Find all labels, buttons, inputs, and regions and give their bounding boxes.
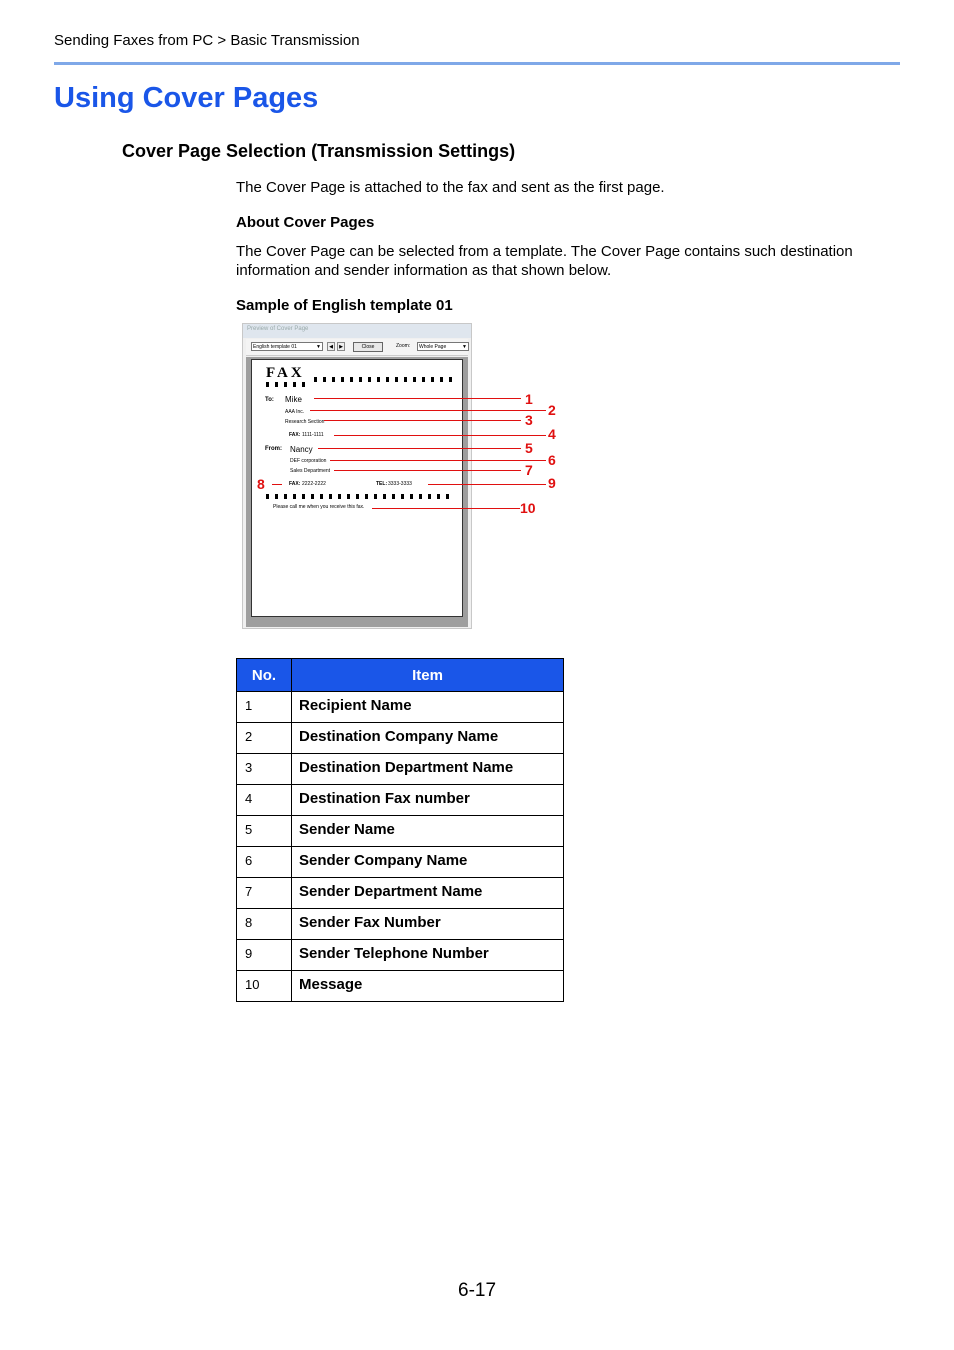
table-row [237,754,564,785]
callout-line [310,410,546,411]
row-item: Sender Fax Number [292,909,564,940]
row-item: Message [292,971,564,1002]
chevron-down-icon: ▼ [462,344,467,350]
row-item: Sender Telephone Number [292,940,564,971]
callout-line [330,460,546,461]
template-select [251,342,323,351]
recipient-fax: 1111-1111 [302,432,324,438]
from-label: From: [265,446,282,452]
column-header-item: Item [292,659,564,692]
row-item: Sender Name [292,816,564,847]
table-row [237,816,564,847]
decorative-row [314,377,454,382]
row-item: Sender Department Name [292,878,564,909]
callout-number: 10 [520,500,536,516]
callout-line [314,398,521,399]
sample-heading: Sample of English template 01 [236,297,453,314]
recipient-department: Research Section [285,419,325,425]
sender-fax: 2222-2222 [302,481,326,487]
sender-department: Sales Department [290,468,331,474]
callout-number: 4 [548,426,556,442]
row-item: Destination Company Name [292,723,564,754]
callout-line [324,420,521,421]
row-number: 6 [237,847,292,878]
about-heading: About Cover Pages [236,214,375,231]
cover-page-preview-screenshot [242,323,472,629]
callout-line [318,448,521,449]
row-number: 8 [237,909,292,940]
table-row [237,971,564,1002]
callout-number: 1 [525,391,533,407]
table-row [237,723,564,754]
row-number: 3 [237,754,292,785]
row-item: Destination Department Name [292,754,564,785]
cover-page-items-table [236,658,564,1002]
row-number: 4 [237,785,292,816]
row-item: Recipient Name [292,692,564,723]
page-number: 6-17 [458,1280,497,1301]
close-button: Close [353,342,383,352]
decorative-row [266,494,454,499]
table-row [237,909,564,940]
recipient-name: Mike [285,395,302,404]
cover-message: Please call me when you receive this fax. [273,504,365,510]
row-item: Destination Fax number [292,785,564,816]
table-header-row [237,659,564,692]
row-item: Sender Company Name [292,847,564,878]
header-rule [54,62,900,65]
previous-icon: ◀ [327,342,335,351]
row-number: 9 [237,940,292,971]
preview-window-titlebar [243,324,471,338]
template-select-value: English template 01 [253,344,297,350]
callout-number: 8 [257,476,265,492]
recipient-fax-label: FAX: [289,432,301,438]
table-row [237,847,564,878]
row-number: 10 [237,971,292,1002]
sender-tel-label: TEL: [376,481,388,487]
decorative-row [266,382,306,387]
table-row [237,878,564,909]
section-heading: Cover Page Selection (Transmission Settings) [122,141,516,161]
intro-text: The Cover Page is attached to the fax and sent as the first page. [236,179,665,196]
fax-heading: FAX [266,365,305,381]
callout-line [428,484,546,485]
callout-number: 2 [548,402,556,418]
row-number: 5 [237,816,292,847]
table-row [237,785,564,816]
sender-name: Nancy [290,445,313,454]
column-header-no: No. [237,659,292,692]
sender-tel: 3333-3333 [388,481,412,487]
callout-line [272,484,282,485]
zoom-select-value: Whole Page [419,344,447,350]
recipient-company: AAA Inc. [285,409,305,415]
preview-toolbar [246,339,468,356]
sender-fax-label: FAX: [289,481,301,487]
page-title: Using Cover Pages [54,82,319,114]
callout-line [334,435,546,436]
table-row [237,940,564,971]
zoom-label: Zoom: [396,343,411,349]
row-number: 1 [237,692,292,723]
row-number: 2 [237,723,292,754]
callout-number: 9 [548,475,556,491]
next-icon: ▶ [337,342,345,351]
callout-number: 6 [548,452,556,468]
callout-number: 3 [525,412,533,428]
about-text: The Cover Page can be selected from a template. The Cover Page contains such destination information and sender information as that shown below. [236,243,853,279]
zoom-select [417,342,469,351]
callout-line [372,508,520,509]
callout-number: 7 [525,462,533,478]
to-label: To: [265,397,274,403]
callout-line [334,470,521,471]
preview-window-title: Preview of Cover Page [247,326,309,332]
sender-company: DEF corporation [290,458,327,464]
chevron-down-icon: ▼ [316,344,321,350]
table-row [237,692,564,723]
callout-number: 5 [525,440,533,456]
row-number: 7 [237,878,292,909]
breadcrumb: Sending Faxes from PC > Basic Transmission [54,32,360,49]
